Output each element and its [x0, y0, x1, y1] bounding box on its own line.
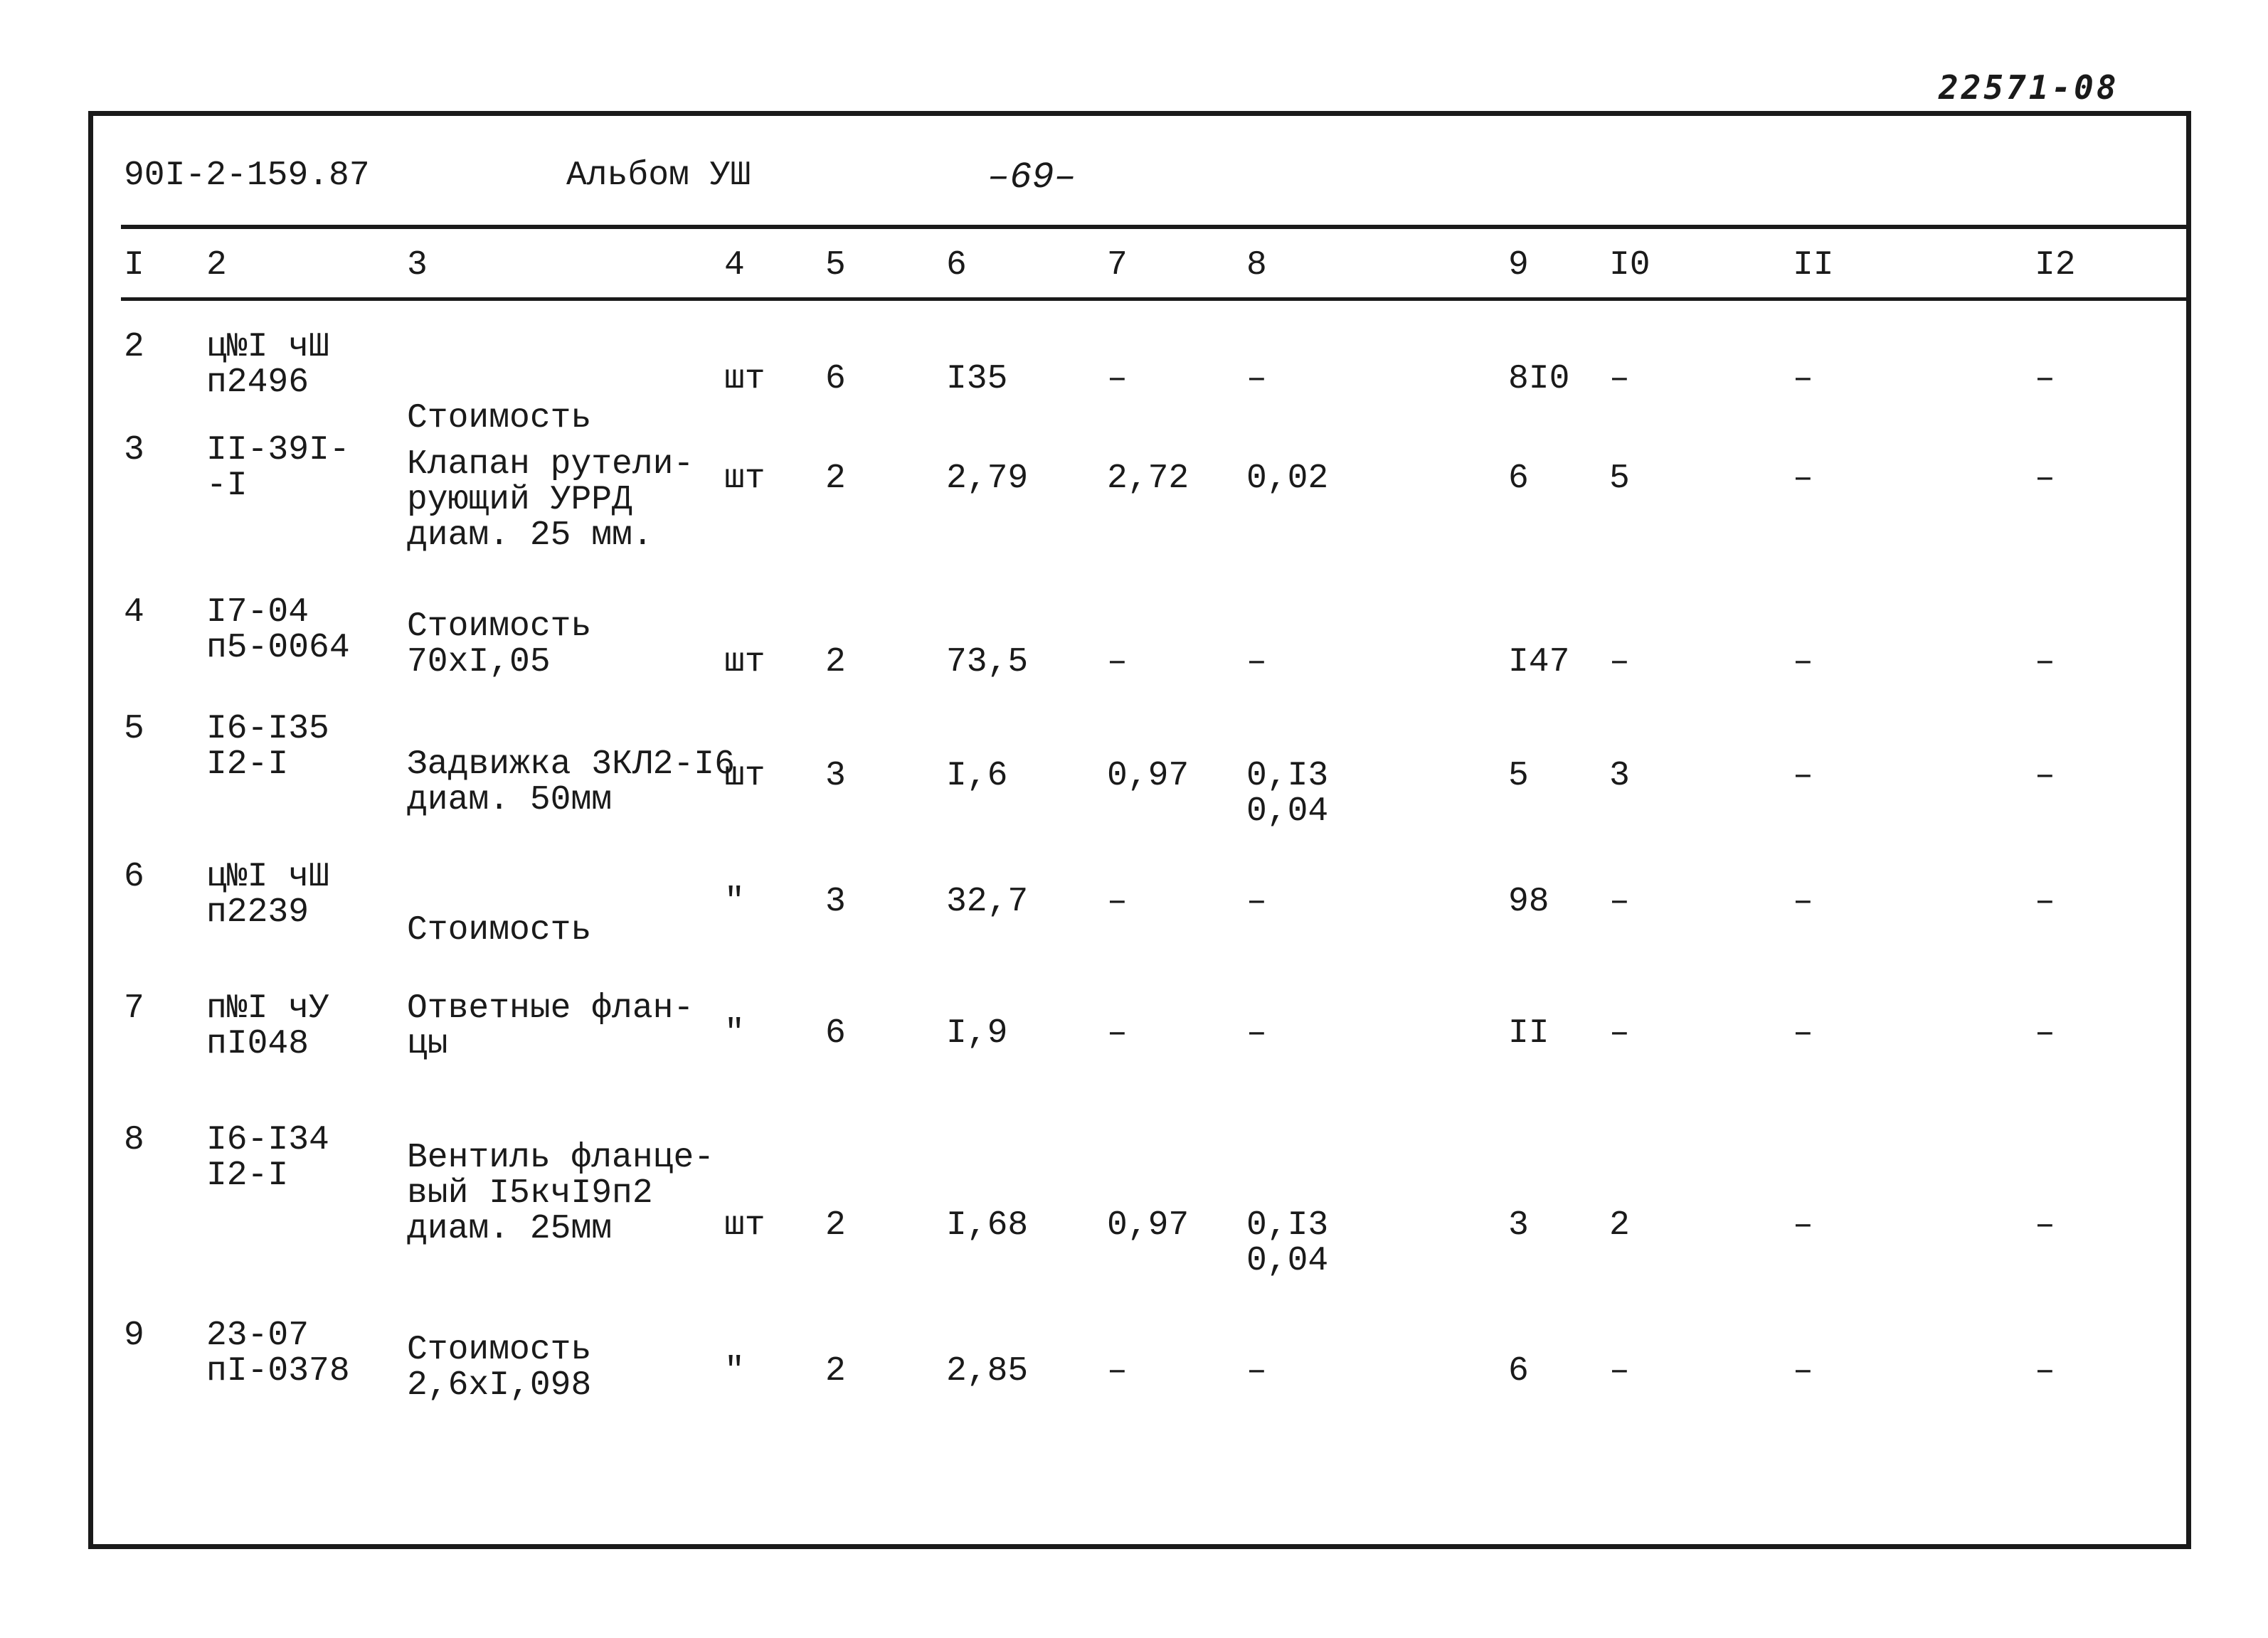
cell-col-2: I6-I34 I2-I [206, 1121, 329, 1195]
column-header-2: 2 [206, 246, 227, 284]
cell-col-4: шт [724, 643, 765, 681]
cell-col-3: Вентиль фланце- вый I5кчI9п2 диам. 25мм [407, 1139, 715, 1248]
cell-col-7: – [1107, 643, 1128, 681]
cell-col-1: 2 [124, 328, 144, 366]
cell-col-8: – [1246, 1352, 1267, 1390]
cell-col-12: – [2035, 643, 2055, 681]
cell-col-9: 5 [1508, 757, 1529, 795]
column-header-9: 9 [1508, 246, 1529, 284]
cell-col-7: 0,97 [1107, 757, 1189, 795]
cell-col-5: 6 [825, 360, 846, 398]
cell-col-9: II [1508, 1014, 1549, 1053]
cell-col-4: шт [724, 459, 765, 498]
column-header-rule [121, 297, 2188, 301]
cell-col-9: 98 [1508, 883, 1549, 921]
cell-col-5: 3 [825, 883, 846, 921]
cell-col-11: – [1793, 883, 1813, 921]
cell-col-11: – [1793, 643, 1813, 681]
cell-col-12: – [2035, 1352, 2055, 1390]
cell-col-3: Клапан рутели- рующий УРРД диам. 25 мм. [407, 445, 694, 555]
cell-col-10: 5 [1609, 459, 1630, 498]
cell-col-12: – [2035, 1206, 2055, 1245]
column-header-3: 3 [407, 246, 428, 284]
cell-col-2: ц№I чШ п2239 [206, 858, 329, 932]
page-number: –69– [987, 156, 1076, 198]
cell-col-11: – [1793, 1206, 1813, 1245]
cell-col-3: Стоимость 2,6xI,098 [407, 1331, 592, 1405]
cell-col-2: II-39I- -I [206, 431, 350, 505]
cell-col-3: Задвижка 3КЛ2-I6 диам. 50мм [407, 745, 735, 819]
cell-col-6: I35 [946, 360, 1008, 398]
cell-col-9: 6 [1508, 459, 1529, 498]
cell-col-1: 4 [124, 593, 144, 632]
cell-col-10: 2 [1609, 1206, 1630, 1245]
cell-col-12: – [2035, 1014, 2055, 1053]
cell-col-5: 2 [825, 1206, 846, 1245]
cell-col-5: 2 [825, 459, 846, 498]
cell-col-8: 0,02 [1246, 459, 1329, 498]
cell-col-6: I,68 [946, 1206, 1029, 1245]
cell-col-5: 2 [825, 643, 846, 681]
cell-col-4: " [724, 1352, 745, 1390]
header-rule [121, 225, 2188, 229]
cell-col-11: – [1793, 757, 1813, 795]
column-header-10: I0 [1609, 246, 1650, 284]
cell-col-1: 5 [124, 710, 144, 748]
cell-col-4: шт [724, 757, 765, 795]
cell-col-7: 2,72 [1107, 459, 1189, 498]
column-header-7: 7 [1107, 246, 1128, 284]
column-header-12: I2 [2035, 246, 2076, 284]
column-header-5: 5 [825, 246, 846, 284]
cell-col-7: – [1107, 360, 1128, 398]
cell-col-2: ц№I чШ п2496 [206, 328, 329, 402]
cell-col-3: Ответные флан- цы [407, 989, 694, 1063]
cell-col-10: – [1609, 643, 1630, 681]
cell-col-6: I,6 [946, 757, 1008, 795]
cell-col-5: 2 [825, 1352, 846, 1390]
album-label: Альбом УШ [566, 156, 751, 195]
cell-col-12: – [2035, 757, 2055, 795]
cell-col-11: – [1793, 360, 1813, 398]
cell-col-3: Стоимость 70xI,05 [407, 607, 592, 681]
column-header-4: 4 [724, 246, 745, 284]
cell-col-10: – [1609, 883, 1630, 921]
document-number: 90I-2-159.87 [124, 156, 370, 195]
cell-col-8: – [1246, 360, 1267, 398]
cell-col-8: – [1246, 883, 1267, 921]
column-header-6: 6 [946, 246, 967, 284]
cell-col-2: I7-04 п5-0064 [206, 593, 350, 667]
cell-col-2: п№I чУ пI048 [206, 989, 329, 1063]
cell-col-1: 8 [124, 1121, 144, 1159]
cell-col-6: I,9 [946, 1014, 1008, 1053]
cell-col-5: 6 [825, 1014, 846, 1053]
cell-col-10: 3 [1609, 757, 1630, 795]
cell-col-7: – [1107, 1014, 1128, 1053]
cell-col-2: 23-07 пI-0378 [206, 1317, 350, 1390]
cell-col-8: – [1246, 1014, 1267, 1053]
column-header-1: I [124, 246, 144, 284]
cell-col-4: шт [724, 1206, 765, 1245]
cell-col-3: Стоимость [407, 399, 592, 437]
cell-col-11: – [1793, 1014, 1813, 1053]
cell-col-7: – [1107, 1352, 1128, 1390]
cell-col-7: 0,97 [1107, 1206, 1189, 1245]
cell-col-8: 0,I3 0,04 [1246, 1206, 1329, 1280]
cell-col-3: Стоимость [407, 911, 592, 950]
cell-col-8: 0,I3 0,04 [1246, 757, 1329, 831]
cell-col-11: – [1793, 1352, 1813, 1390]
cell-col-12: – [2035, 883, 2055, 921]
page-frame [88, 111, 2191, 1549]
cell-col-9: 6 [1508, 1352, 1529, 1390]
cell-col-6: 2,85 [946, 1352, 1029, 1390]
cell-col-4: " [724, 1014, 745, 1053]
cell-col-1: 3 [124, 431, 144, 469]
cell-col-12: – [2035, 360, 2055, 398]
column-header-11: II [1793, 246, 1834, 284]
cell-col-4: " [724, 883, 745, 921]
cell-col-6: 32,7 [946, 883, 1029, 921]
cell-col-1: 6 [124, 858, 144, 896]
cell-col-1: 7 [124, 989, 144, 1028]
cell-col-2: I6-I35 I2-I [206, 710, 329, 784]
cell-col-9: 8I0 [1508, 360, 1570, 398]
cell-col-1: 9 [124, 1317, 144, 1355]
cell-col-10: – [1609, 360, 1630, 398]
cell-col-10: – [1609, 1352, 1630, 1390]
cell-col-12: – [2035, 459, 2055, 498]
cell-col-5: 3 [825, 757, 846, 795]
cell-col-7: – [1107, 883, 1128, 921]
cell-col-11: – [1793, 459, 1813, 498]
cell-col-10: – [1609, 1014, 1630, 1053]
cell-col-8: – [1246, 643, 1267, 681]
document-stamp: 22571-08 [1939, 68, 2119, 107]
cell-col-9: 3 [1508, 1206, 1529, 1245]
column-header-8: 8 [1246, 246, 1267, 284]
cell-col-6: 2,79 [946, 459, 1029, 498]
cell-col-4: шт [724, 360, 765, 398]
cell-col-6: 73,5 [946, 643, 1029, 681]
cell-col-9: I47 [1508, 643, 1570, 681]
